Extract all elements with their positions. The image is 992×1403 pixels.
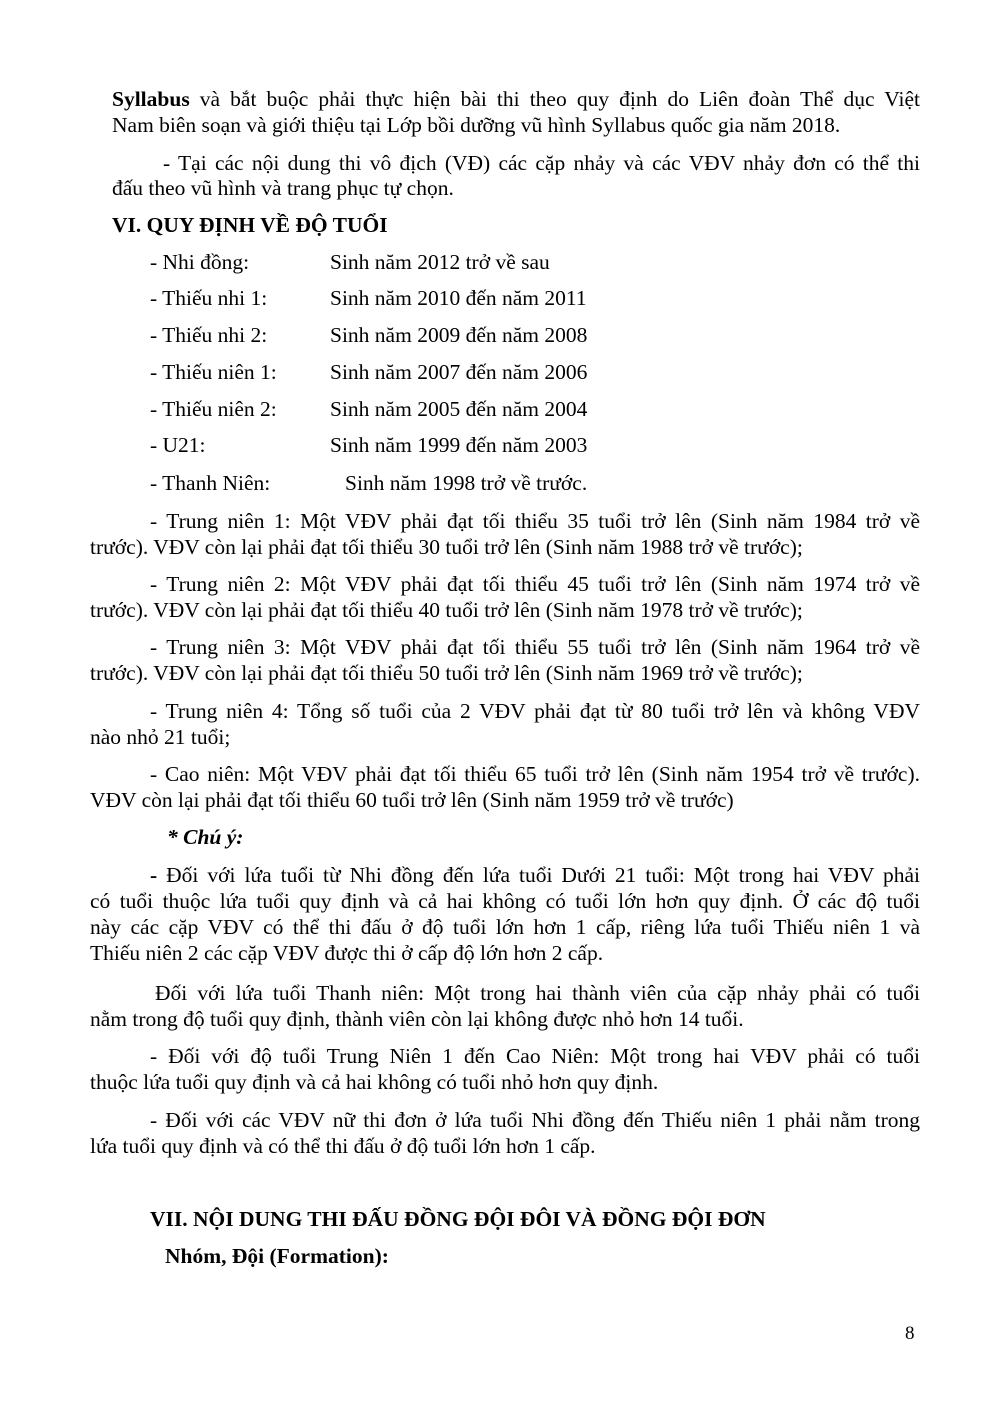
note-4-line-2: lứa tuổi quy định và có thể thi đấu ở độ tuổi lớn hơn 1 cấp. <box>90 1134 596 1158</box>
section-6-heading: VI. QUY ĐỊNH VỀ ĐỘ TUỔI <box>112 213 388 237</box>
age-value-u21: Sinh năm 1999 đến năm 2003 <box>330 433 588 457</box>
cao-nien-line-1: - Cao niên: Một VĐV phải đạt tối thiểu 65 tuổi trở lên (Sinh năm 1954 trở về trước). <box>150 762 920 786</box>
age-value-thieu-nhi-1: Sinh năm 2010 đến năm 2011 <box>330 286 587 310</box>
note-1-dash: - <box>150 863 158 887</box>
note-2-line-1: Đối với lứa tuổi Thanh niên: Một trong hai thành viên của cặp nhảy phải có tuổi <box>155 981 920 1005</box>
trung-nien-3-line-1: - Trung niên 3: Một VĐV phải đạt tối thiểu 55 tuổi trở lên (Sinh năm 1964 trở về <box>150 635 920 659</box>
section-7-heading: VII. NỘI DUNG THI ĐẤU ĐỒNG ĐỘI ĐÔI VÀ ĐỒNG ĐỘI ĐƠN <box>150 1207 766 1231</box>
intro-line-4: đấu theo vũ hình và trang phục tự chọn. <box>112 176 454 200</box>
note-1-line-3: này các cặp VĐV có thể thi đấu ở độ tuổi lớn hơn 1 cấp, riêng lứa tuổi Thiếu niên 1 và <box>90 915 920 939</box>
note-3-line-2: thuộc lứa tuổi quy định và cả hai không có tuổi nhỏ hơn quy định. <box>90 1070 659 1094</box>
section-7-subheading: Nhóm, Đội (Formation): <box>165 1244 389 1268</box>
note-1-line-4: Thiếu niên 2 các cặp VĐV được thi ở cấp độ lớn hơn 2 cấp. <box>90 941 604 965</box>
trung-nien-4-line-2: nào nhỏ 21 tuổi; <box>90 725 231 749</box>
trung-nien-4-line-1: - Trung niên 4: Tổng số tuổi của 2 VĐV phải đạt từ 80 tuổi trở lên và không VĐV <box>150 699 920 723</box>
age-value-thanh-nien: Sinh năm 1998 trở về trước. <box>345 471 588 495</box>
age-value-thieu-nhi-2: Sinh năm 2009 đến năm 2008 <box>330 323 588 347</box>
age-value-thieu-nien-2: Sinh năm 2005 đến năm 2004 <box>330 397 588 421</box>
trung-nien-3-line-2: trước). VĐV còn lại phải đạt tối thiểu 50 tuổi trở lên (Sinh năm 1969 trở về trước); <box>90 661 803 685</box>
age-label-nhi-dong: - Nhi đồng: <box>150 250 250 274</box>
note-title: * Chú ý: <box>167 825 244 849</box>
age-label-thieu-nhi-2: - Thiếu nhi 2: <box>150 323 268 347</box>
age-value-nhi-dong: Sinh năm 2012 trở về sau <box>330 250 550 274</box>
trung-nien-1-line-1: - Trung niên 1: Một VĐV phải đạt tối thiểu 35 tuổi trở lên (Sinh năm 1984 trở về <box>150 509 920 533</box>
age-label-thanh-nien: - Thanh Niên: <box>150 471 271 495</box>
note-4-line-1: - Đối với các VĐV nữ thi đơn ở lứa tuổi Nhi đồng đến Thiếu niên 1 phải nằm trong <box>150 1108 920 1132</box>
trung-nien-2-line-1: - Trung niên 2: Một VĐV phải đạt tối thiểu 45 tuổi trở lên (Sinh năm 1974 trở về <box>150 572 920 596</box>
note-3-line-1: - Đối với độ tuổi Trung Niên 1 đến Cao Niên: Một trong hai VĐV phải có tuổi <box>150 1044 920 1068</box>
trung-nien-2-line-2: trước). VĐV còn lại phải đạt tối thiểu 40 tuổi trở lên (Sinh năm 1978 trở về trước); <box>90 598 803 622</box>
intro-line-3: - Tại các nội dung thi vô địch (VĐ) các cặp nhảy và các VĐV nhảy đơn có thể thi <box>163 151 920 175</box>
cao-nien-line-2: VĐV còn lại phải đạt tối thiểu 60 tuổi trở lên (Sinh năm 1959 trở về trước) <box>90 788 734 812</box>
age-value-thieu-nien-1: Sinh năm 2007 đến năm 2006 <box>330 360 588 384</box>
note-2-line-2: nằm trong độ tuổi quy định, thành viên còn lại không được nhỏ hơn 14 tuổi. <box>90 1007 744 1031</box>
note-1-line-2: có tuổi thuộc lứa tuổi quy định và cả hai không có tuổi lớn hơn quy định. Ở các độ tuổi <box>90 889 920 913</box>
intro-line-1-rest: và bắt buộc phải thực hiện bài thi theo quy định do Liên đoàn Thể dục Việt <box>189 87 920 111</box>
syllabus-term: Syllabus <box>112 87 190 111</box>
age-label-thieu-nien-1: - Thiếu niên 1: <box>150 360 277 384</box>
page-number: 8 <box>905 1323 915 1344</box>
intro-line-2: Nam biên soạn và giới thiệu tại Lớp bồi dưỡng vũ hình Syllabus quốc gia năm 2018. <box>112 113 841 137</box>
age-label-u21: - U21: <box>150 433 206 457</box>
note-1-line-1-text: Đối với lứa tuổi từ Nhi đồng đến lứa tuổi Dưới 21 tuổi: Một trong hai VĐV phải <box>157 863 920 887</box>
age-label-thieu-nien-2: - Thiếu niên 2: <box>150 397 277 421</box>
note-1-line-1 <box>150 862 920 888</box>
intro-line-1 <box>112 86 920 112</box>
age-label-thieu-nhi-1: - Thiếu nhi 1: <box>150 286 268 310</box>
trung-nien-1-line-2: trước). VĐV còn lại phải đạt tối thiểu 30 tuổi trở lên (Sinh năm 1988 trở về trước); <box>90 535 803 559</box>
